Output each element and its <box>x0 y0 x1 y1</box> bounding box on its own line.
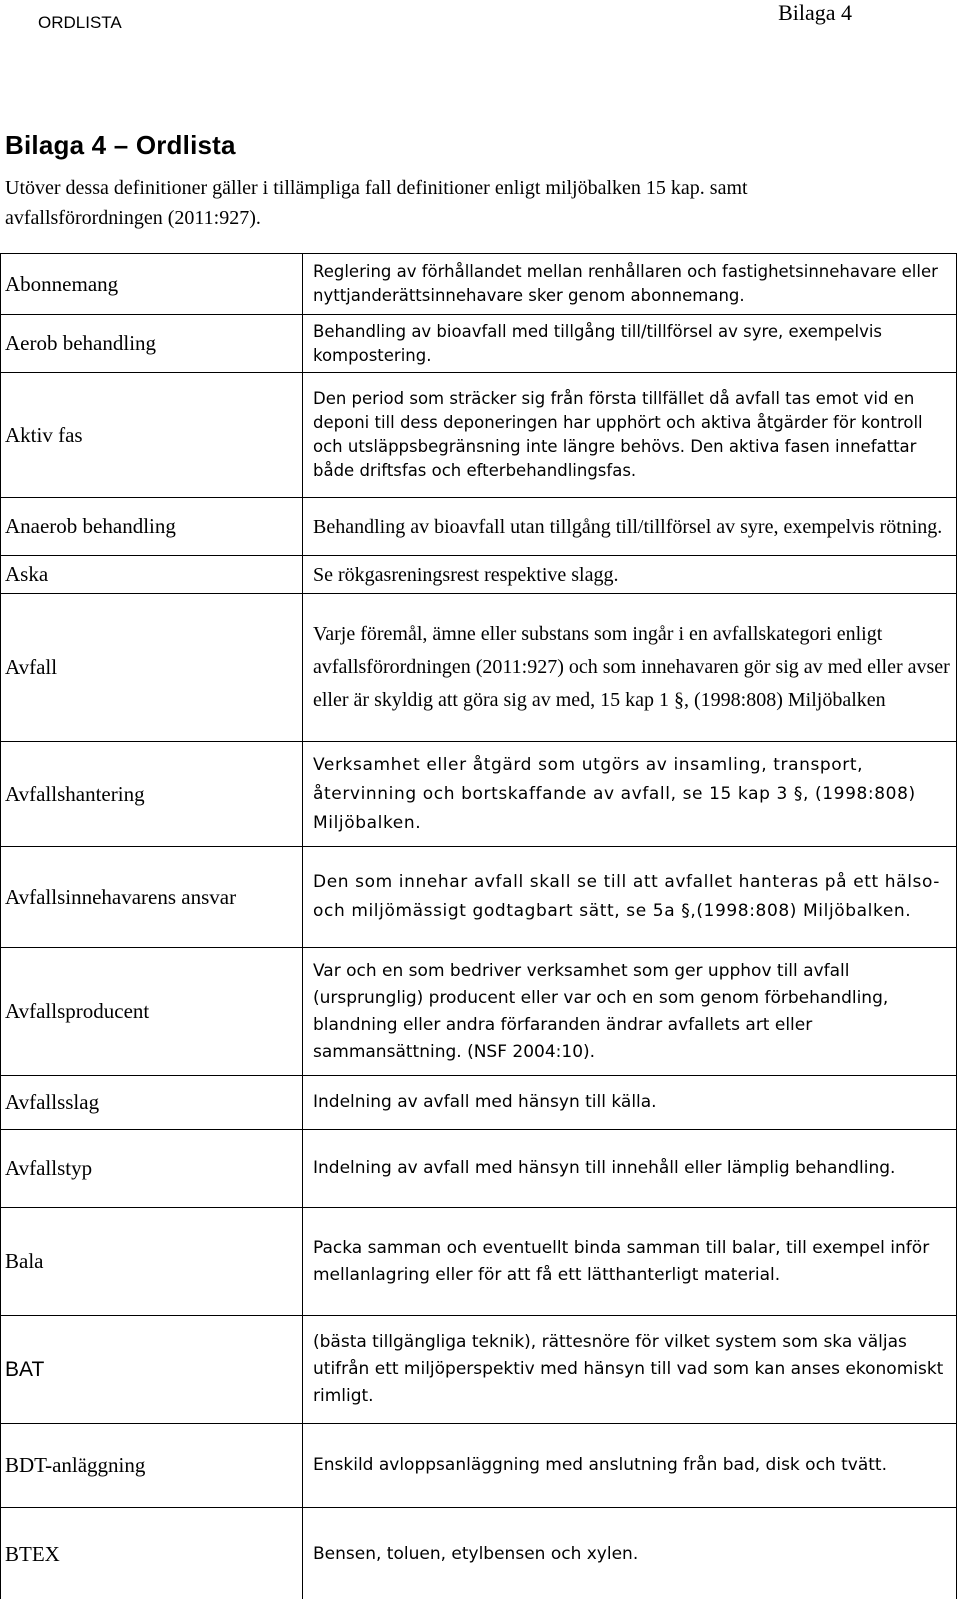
table-row <box>1 315 957 373</box>
term-cell: Anaerob behandling <box>1 498 303 556</box>
table-row <box>1 498 957 556</box>
term-cell: Aktiv fas <box>1 373 303 498</box>
table-row <box>1 254 957 315</box>
running-header: ORDLISTA <box>38 13 122 32</box>
table-row <box>1 556 957 594</box>
definition-cell: Enskild avloppsanläggning med anslutning från bad, disk och tvätt. <box>303 1424 957 1508</box>
glossary-table <box>0 253 957 1599</box>
table-row <box>1 1208 957 1316</box>
table-row <box>1 1130 957 1208</box>
term-cell: Avfallstyp <box>1 1130 303 1208</box>
definition-cell: Den som innehar avfall skall se till att avfallet hanteras på ett hälso- och miljömässigt godtagbart sätt, se 5a §,(1998:808) Miljöbalken. <box>303 847 957 948</box>
definition-cell: Indelning av avfall med hänsyn till källa. <box>303 1076 957 1130</box>
definition-cell: Verksamhet eller åtgärd som utgörs av insamling, transport, återvinning och bortskaffande av avfall, se 15 kap 3 §, (1998:808) Miljöbalken. <box>303 742 957 847</box>
term-cell: Abonnemang <box>1 254 303 315</box>
table-row <box>1 1508 957 1599</box>
page-label: Bilaga 4 <box>778 0 852 25</box>
definition-cell: Indelning av avfall med hänsyn till innehåll eller lämplig behandling. <box>303 1130 957 1208</box>
intro-paragraph: Utöver dessa definitioner gäller i tillämpliga fall definitioner enligt miljöbalken 15 kap. samt avfallsförordningen (2011:927). <box>5 177 748 229</box>
table-row <box>1 948 957 1076</box>
page-title: Bilaga 4 – Ordlista <box>5 130 236 160</box>
table-row <box>1 373 957 498</box>
definition-cell: Bensen, toluen, etylbensen och xylen. <box>303 1508 957 1599</box>
term-cell: Bala <box>1 1208 303 1316</box>
table-row <box>1 1076 957 1130</box>
term-cell: Aerob behandling <box>1 315 303 373</box>
table-row <box>1 1316 957 1424</box>
definition-cell: Var och en som bedriver verksamhet som ger upphov till avfall (ursprunglig) producent eller var och en som genom förbehandling, blandning eller andra förfaranden ändrar avfallets art eller sammansättning. (NSF 2004:10). <box>303 948 957 1076</box>
term-cell: Avfallsslag <box>1 1076 303 1130</box>
definition-cell: Den period som sträcker sig från första tillfället då avfall tas emot vid en deponi till dess deponeringen har upphört och aktiva åtgärder för kontroll och utsläppsbegränsning inte längre behövs. Den aktiva fasen innefattar både driftsfas och efterbehandlingsfas. <box>303 373 957 498</box>
definition-cell: Behandling av bioavfall utan tillgång till/tillförsel av syre, exempelvis rötning. <box>303 498 957 556</box>
table-row <box>1 742 957 847</box>
table-row <box>1 594 957 742</box>
table-row <box>1 847 957 948</box>
definition-cell: (bästa tillgängliga teknik), rättesnöre för vilket system som ska väljas utifrån ett miljöperspektiv med hänsyn till vad som kan anses ekonomiskt rimligt. <box>303 1316 957 1424</box>
term-cell: Avfall <box>1 594 303 742</box>
definition-cell: Se rökgasreningsrest respektive slagg. <box>303 556 957 594</box>
term-cell: Avfallsproducent <box>1 948 303 1076</box>
definition-cell: Reglering av förhållandet mellan renhållaren och fastighetsinnehavare eller nyttjanderättsinnehavare sker genom abonnemang. <box>303 254 957 315</box>
definition-cell: Behandling av bioavfall med tillgång till/tillförsel av syre, exempelvis kompostering. <box>303 315 957 373</box>
term-cell: BTEX <box>1 1508 303 1599</box>
term-cell: BDT-anläggning <box>1 1424 303 1508</box>
definition-cell: Varje föremål, ämne eller substans som ingår i en avfallskategori enligt avfallsförordningen (2011:927) och som innehavaren gör sig av med eller avser eller är skyldig att göra sig av med, 15 kap 1 §, (1998:808) Miljöbalken <box>303 594 957 742</box>
table-row <box>1 1424 957 1508</box>
definition-cell: Packa samman och eventuellt binda samman till balar, till exempel inför mellanlagring eller för att få ett lätthanterligt material. <box>303 1208 957 1316</box>
term-cell: Aska <box>1 556 303 594</box>
term-cell: Avfallshantering <box>1 742 303 847</box>
term-cell: BAT <box>1 1316 303 1424</box>
term-cell: Avfallsinnehavarens ansvar <box>1 847 303 948</box>
